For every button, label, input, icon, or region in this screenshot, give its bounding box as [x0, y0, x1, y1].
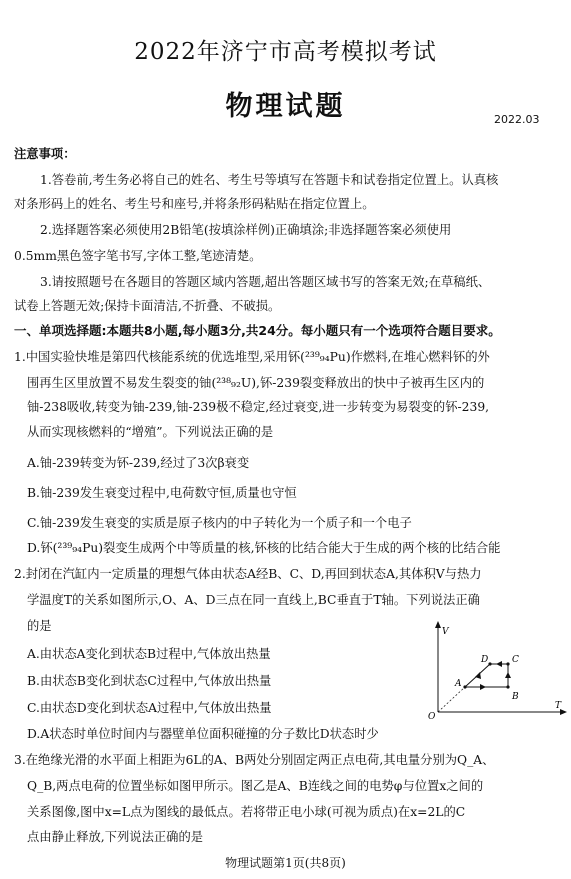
v-axis-arrow — [435, 621, 441, 628]
point-label-a: A — [455, 679, 462, 689]
notice-line: 2.选择题答案必须使用2B铅笔(按填涂样例)正确填涂;非选择题答案必须使用 — [40, 223, 452, 237]
question-2-line: 学温度T的关系如图所示,O、A、D三点在同一直线上,BC垂直于T轴。下列说法正确 — [27, 593, 480, 607]
origin-dashed-line — [438, 687, 465, 712]
question-1-line: 铀-238吸收,转变为铀-239,铀-239极不稳定,经过衰变,进一步转变为易裂变的钚-239, — [27, 400, 490, 414]
question-1-option-d: D.钚(²³⁹₉₄Pu)裂变生成两个中等质量的核,钚核的比结合能大于生成的两个核的比结合能 — [27, 541, 501, 555]
question-3-line: 关系图像,图中x=L点为图线的最低点。若将带正电小球(可视为质点)在x=2L的C — [27, 805, 466, 819]
point-label-d: D — [481, 655, 489, 665]
exam-title: 2022年济宁市高考模拟考试 — [134, 39, 437, 65]
notice-line: 对条形码上的姓名、考生号和座号,并将条形码粘贴在指定位置上。 — [14, 197, 375, 211]
arrow-bc — [505, 672, 511, 678]
point-d — [488, 662, 491, 665]
arrow-da — [475, 672, 481, 679]
question-2-line: 的是 — [27, 619, 52, 633]
subject-title: 物理试题 — [225, 91, 346, 122]
arrow-ab — [480, 684, 486, 690]
question-1-line: 围再生区里放置不易发生裂变的铀(²³⁸₉₂U),钚-239裂变释放出的快中子被再生区内的 — [27, 376, 485, 390]
question-1-line: 1.中国实验快堆是第四代核能系统的优选堆型,采用钚(²³⁹₉₄Pu)作燃料,在堆心燃料钚的外 — [14, 350, 490, 364]
axis-label-t: T — [555, 701, 562, 711]
question-2-option-a: A.由状态A变化到状态B过程中,气体放出热量 — [27, 647, 271, 661]
point-a — [463, 685, 466, 688]
question-2-line: 2.封闭在汽缸内一定质量的理想气体由状态A经B、C、D,再回到状态A,其体积V与热力 — [14, 567, 482, 581]
notice-heading: 注意事项： — [14, 147, 76, 161]
question-3-line: 点由静止释放,下列说法正确的是 — [27, 830, 204, 844]
vt-diagram — [418, 620, 568, 720]
point-b — [506, 685, 509, 688]
point-label-c: C — [512, 655, 519, 665]
page-footer: 物理试题第1页(共8页) — [225, 856, 346, 870]
question-2-option-b: B.由状态B变化到状态C过程中,气体放出热量 — [27, 674, 272, 688]
question-1-option-b: B.铀-239发生衰变过程中,电荷数守恒,质量也守恒 — [27, 486, 297, 500]
question-1-option-a: A.铀-239转变为钚-239,经过了3次β衰变 — [27, 456, 250, 470]
question-3-line: 3.在绝缘光滑的水平面上相距为6L的A、B两处分别固定两正点电荷,其电量分别为Q_A、 — [14, 753, 495, 767]
notice-line: 1.答卷前,考生务必将自己的姓名、考生号等填写在答题卡和试卷指定位置上。认真核 — [40, 173, 499, 187]
notice-line: 0.5mm黑色签字笔书写,字体工整,笔迹清楚。 — [14, 249, 262, 263]
point-c — [506, 662, 509, 665]
origin-label: O — [428, 712, 436, 720]
point-label-b: B — [512, 692, 519, 702]
arrow-cd — [496, 661, 502, 667]
notice-line: 3.请按照题号在各题目的答题区域内答题,超出答题区域书写的答案无效;在草稿纸、 — [40, 275, 491, 289]
exam-date: 2022.03 — [494, 113, 540, 126]
question-2-option-c: C.由状态D变化到状态A过程中,气体放出热量 — [27, 701, 272, 715]
question-1-line: 从而实现核燃料的“增殖”。下列说法正确的是 — [27, 425, 274, 439]
question-2-option-d: D.A状态时单位时间内与器壁单位面积碰撞的分子数比D状态时少 — [27, 727, 379, 741]
question-1-option-c: C.铀-239发生衰变的实质是原子核内的中子转化为一个质子和一个电子 — [27, 516, 412, 530]
t-axis-arrow — [560, 709, 567, 715]
question-3-line: Q_B,两点电荷的位置坐标如图甲所示。图乙是A、B连线之间的电势φ与位置x之间的 — [27, 779, 484, 793]
notice-line: 试卷上答题无效;保持卡面清洁,不折叠、不破损。 — [14, 299, 281, 313]
section-heading: 一、单项选择题:本题共8小题,每小题3分,共24分。每小题只有一个选项符合题目要求。 — [14, 323, 501, 338]
axis-label-v: V — [442, 627, 449, 637]
